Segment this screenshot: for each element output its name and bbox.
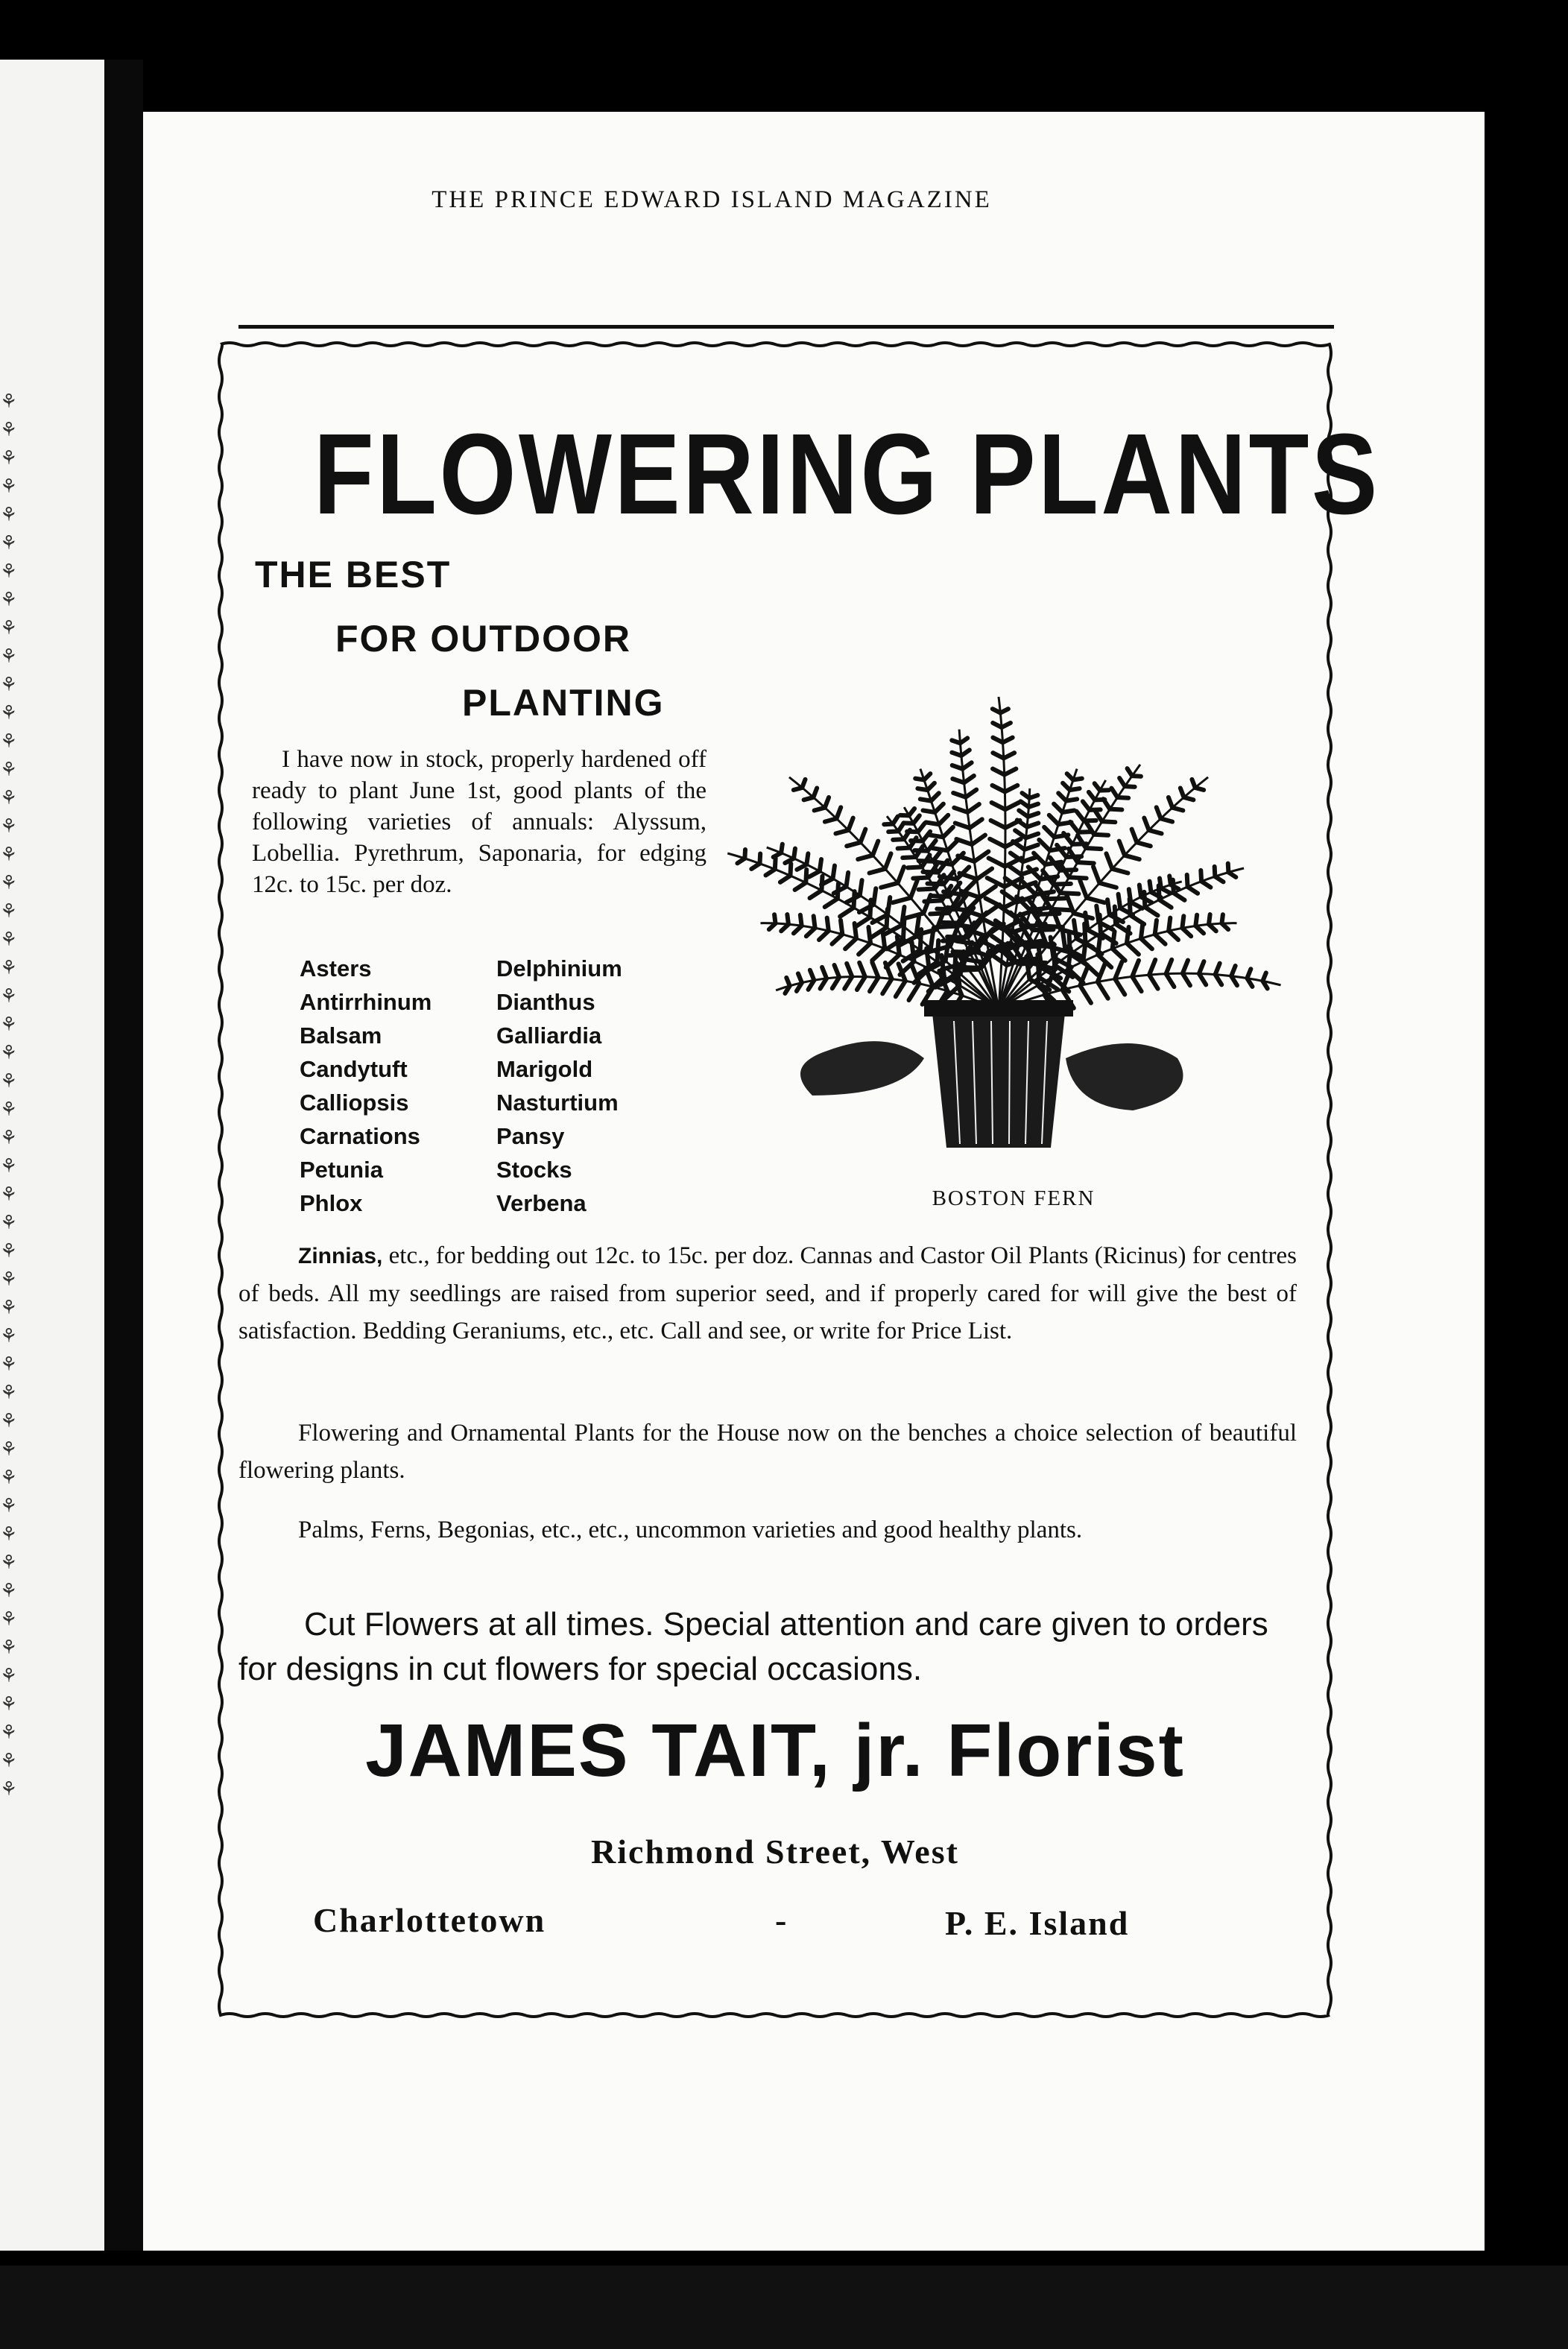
- fern-leaflet: [1149, 975, 1158, 989]
- fern-leaflet: [1115, 979, 1125, 995]
- book-gutter: [104, 60, 143, 2251]
- fern-leaflet: [1221, 914, 1222, 923]
- fern-leaflet: [1166, 974, 1175, 987]
- fern-leaflet: [832, 977, 839, 988]
- fern-leaflet: [956, 839, 972, 844]
- fern-leaflet: [781, 924, 788, 931]
- fern-leaflet: [993, 738, 1002, 743]
- fern-leaflet: [1049, 815, 1058, 824]
- fern-leaflet: [898, 848, 910, 849]
- fern-leaflet: [1080, 881, 1087, 898]
- fern-leaflet: [932, 896, 949, 897]
- fern-leaflet: [1173, 880, 1174, 894]
- fern-leaflet: [1262, 973, 1265, 981]
- fern-leaflet: [1228, 864, 1229, 873]
- fern-leaflet: [815, 808, 825, 811]
- fern-leaflet: [1199, 961, 1204, 973]
- fern-leaflet: [1125, 856, 1139, 859]
- fern-leaflet: [887, 909, 888, 928]
- variety-item: Phlox: [300, 1190, 363, 1216]
- fern-leaflet: [893, 839, 904, 840]
- variety-item: Galliardia: [496, 1022, 602, 1049]
- intro-paragraph: I have now in stock, properly hardened off ready to plant June 1st, good plants of the following varieties of annuals: Alyssum, Lobellia. Pyrethrum, Saponaria, for edging 12c. to 15c. per doz.: [252, 746, 706, 898]
- fern-leaflet: [1127, 943, 1139, 955]
- fern-leaflet: [898, 867, 904, 883]
- boston-fern-illustration: [715, 574, 1297, 1155]
- fern-leaflet: [1157, 807, 1161, 818]
- fern-leaflet: [881, 883, 897, 888]
- fern-leaflet: [958, 967, 981, 968]
- variety-item: Nasturtium: [496, 1090, 619, 1116]
- fern-leaflet: [858, 856, 873, 859]
- fern-leaflet: [1070, 822, 1078, 832]
- fern-leaflet: [958, 856, 974, 861]
- fern-leaflet: [1074, 913, 1093, 918]
- variety-item: Marigold: [496, 1056, 593, 1082]
- fern-leaflet: [882, 979, 891, 994]
- header-rule: [238, 325, 1334, 329]
- fern-leaflet: [970, 819, 982, 828]
- fern-leaflet: [896, 981, 905, 996]
- variety-item: Carnations: [300, 1123, 420, 1149]
- fern-leaflet: [1047, 898, 1066, 899]
- fern-leaflet: [854, 891, 855, 908]
- foliage-left: [800, 1041, 924, 1096]
- fern-leaflet: [1099, 883, 1116, 888]
- fern-leaflet: [872, 949, 885, 961]
- fern-leaflet: [1166, 960, 1172, 974]
- fern-leaflet: [1095, 783, 1100, 790]
- fern-leaflet: [930, 913, 949, 914]
- fern-leaflet: [929, 835, 943, 837]
- fern-leaflet: [923, 872, 938, 873]
- fern-leaflet: [1192, 780, 1195, 788]
- fern-leaflet: [780, 876, 791, 882]
- fern-leaflet: [902, 857, 916, 858]
- fern-leaflet: [860, 880, 862, 895]
- fern-leaflet: [1017, 820, 1027, 826]
- bedding-paragraph: [238, 1237, 1297, 1350]
- variety-item: Calliopsis: [300, 1090, 409, 1116]
- fern-leaflet: [1132, 829, 1137, 843]
- fern-leaflet: [1074, 920, 1076, 938]
- fern-leaflet: [1086, 848, 1101, 849]
- fern-leaflet: [956, 941, 978, 945]
- fern-leaflet: [926, 822, 938, 824]
- fern-leaflet: [885, 853, 891, 868]
- fern-leaflet: [1054, 884, 1071, 885]
- fern-leaflet: [1107, 900, 1110, 914]
- fern-leaflet: [991, 821, 1005, 828]
- variety-item: Asters: [300, 955, 372, 981]
- fern-leaflet: [1069, 877, 1086, 878]
- fern-leaflet: [1115, 962, 1122, 979]
- fern-leaflet: [974, 852, 988, 861]
- fern-leaflet: [952, 753, 961, 756]
- fern-leaflet: [1119, 841, 1125, 856]
- fern-leaflet: [835, 830, 848, 834]
- fern-leaflet: [1084, 924, 1085, 943]
- fern-leaflet: [1169, 797, 1172, 808]
- fern-leaflet: [1039, 840, 1049, 850]
- fern-leaflet: [819, 931, 829, 940]
- pot-rim: [924, 1000, 1073, 1017]
- fern-leaflet: [993, 769, 1005, 775]
- fern-leaflet: [1022, 793, 1029, 798]
- fern-leaflet: [794, 788, 802, 790]
- fern-leaflet: [1115, 907, 1116, 924]
- fern-leaflet: [870, 978, 879, 992]
- bedding-text: etc., for bedding out 12c. to 15c. per doz. Cannas and Castor Oil Plants (Ricinus) for centres of beds. All my seedlings are raised from superior seed, and if properly cared for will give the best of satisfaction. Bedding Geraniums, etc., etc. Call and see, or write for Price List.: [238, 1242, 1297, 1344]
- fern-leaflet: [1132, 961, 1139, 977]
- fern-leaflet: [859, 943, 870, 955]
- fern-leaflet: [765, 869, 774, 875]
- fern-leaflet: [913, 877, 928, 878]
- fern-leaflet: [1058, 793, 1066, 800]
- fern-leaflet: [1169, 876, 1171, 885]
- town-name: Charlottetown: [313, 1901, 546, 1939]
- fern-leaflet: [1145, 907, 1157, 915]
- fern-leaflet: [1119, 778, 1125, 786]
- fern-leaflet: [806, 928, 815, 936]
- fern-leaflet: [1098, 964, 1105, 981]
- fern-leaflet: [955, 952, 956, 975]
- fern-leaflet: [959, 873, 976, 879]
- fern-leaflet: [1132, 976, 1141, 991]
- fern-leaflet: [1159, 885, 1160, 900]
- variety-item: Verbena: [496, 1190, 587, 1216]
- fern-leaflet: [1187, 875, 1188, 887]
- fern-leaflet: [989, 858, 1005, 866]
- fern-leaflet: [1155, 920, 1157, 935]
- fern-leaflet: [920, 929, 921, 950]
- fern-leaflet: [1195, 915, 1197, 926]
- fern-leaflet: [1183, 961, 1188, 974]
- fern-leaflet: [825, 899, 838, 907]
- fern-leaflet: [1026, 957, 1029, 979]
- fern-leaflet: [1139, 885, 1141, 897]
- fern-leaflet: [1215, 964, 1220, 975]
- fern-leaflet: [1180, 788, 1184, 797]
- fern-leaflet: [1130, 899, 1131, 915]
- fern-leaflet: [870, 869, 885, 873]
- fern-leaflet: [794, 926, 802, 933]
- fern-leaflet: [952, 740, 960, 743]
- fern-leaflet: [825, 818, 837, 821]
- province-name: P. E. Island: [945, 1904, 1130, 1942]
- fern-leaflet: [923, 810, 935, 812]
- fern-leaflet: [845, 938, 856, 949]
- fern-leaflet: [1060, 893, 1079, 894]
- fern-leaflet: [917, 788, 927, 790]
- fern-leaflet: [980, 886, 996, 897]
- fern-leaflet: [795, 882, 806, 890]
- fern-leaflet: [919, 889, 935, 890]
- fern-leaflet: [990, 839, 1005, 847]
- fern-leaflet: [751, 864, 759, 869]
- fern-leaflet: [914, 850, 928, 851]
- fern-leaflet: [888, 831, 898, 832]
- fern-leaflet: [1015, 830, 1025, 838]
- fern-leaflet: [859, 963, 865, 977]
- fern-leaflet: [1063, 783, 1069, 790]
- fern-leaflet: [920, 799, 932, 800]
- fern-leaflet: [1144, 818, 1148, 830]
- fern-leaflet: [1054, 804, 1062, 812]
- fern-leaflet: [1128, 768, 1132, 776]
- fern-leaflet: [847, 842, 860, 846]
- fern-leaflet: [909, 984, 920, 1000]
- fern-leaflet: [947, 937, 968, 938]
- scan-edge: [0, 2266, 1568, 2349]
- fern-leaflet: [1231, 966, 1236, 976]
- fern-leaflet: [804, 797, 814, 800]
- subhead-outdoor: FOR OUTDOOR: [335, 618, 631, 660]
- fern-leaflet: [927, 884, 943, 885]
- fern-leaflet: [1033, 929, 1054, 930]
- variety-item: Balsam: [300, 1022, 382, 1049]
- fern-leaflet: [992, 785, 1005, 792]
- fern-leaflet: [840, 908, 853, 917]
- fern-leaflet: [1093, 867, 1099, 883]
- fern-leaflet: [1119, 894, 1121, 908]
- fern-leaflet: [1077, 812, 1084, 821]
- fern-leaflet: [1111, 788, 1117, 797]
- house-plants-paragraph: Flowering and Ornamental Plants for the House now on the benches a choice selection of beautiful flowering plants.: [238, 1420, 1297, 1484]
- fern-leaflet: [1080, 985, 1091, 1002]
- subhead-planting: PLANTING: [462, 682, 665, 724]
- fern-leaflet: [924, 900, 941, 901]
- variety-item: Pansy: [496, 1123, 565, 1149]
- fern-leaflet: [1067, 774, 1073, 780]
- flower-pot: [932, 1006, 1066, 1148]
- fern-leaflet: [923, 895, 930, 913]
- advertisement: [238, 350, 1380, 2005]
- fern-leaflet: [952, 779, 964, 783]
- fern-leaflet: [884, 824, 893, 825]
- variety-item: Candytuft: [300, 1056, 408, 1082]
- cut-flowers-notice: Cut Flowers at all times. Special attention and care given to orders for designs in cut flowers for special occasions.: [238, 1606, 1268, 1687]
- fern-leaflet: [1131, 915, 1144, 924]
- ornament-border: ⚘ ⚘ ⚘ ⚘ ⚘ ⚘ ⚘ ⚘ ⚘ ⚘ ⚘ ⚘ ⚘ ⚘ ⚘ ⚘ ⚘ ⚘ ⚘ ⚘ ⚘ ⚘ ⚘ ⚘ ⚘ ⚘ ⚘ ⚘ ⚘ ⚘ ⚘ ⚘ ⚘ ⚘ ⚘ ⚘ ⚘ ⚘ ⚘ ⚘ ⚘ ⚘ ⚘ ⚘ ⚘ ⚘ ⚘ ⚘ ⚘ ⚘: [0, 391, 18, 1800]
- address-dash: -: [775, 1901, 787, 1939]
- foliage-right: [1066, 1043, 1183, 1110]
- fern-leaflet: [1182, 916, 1183, 928]
- fern-leaflet: [992, 803, 1005, 809]
- fern-leaflet: [857, 977, 865, 990]
- fern-leaflet: [938, 940, 939, 962]
- fern-leaflet: [1066, 856, 1081, 857]
- fern-leaflet: [737, 859, 745, 863]
- fern-leaflet: [810, 891, 822, 898]
- fern-leaflet: [844, 977, 852, 989]
- fern-leaflet: [1013, 841, 1025, 850]
- fern-leaflet: [1209, 914, 1210, 924]
- fern-leaflet: [1078, 862, 1094, 863]
- fern-leaflet: [903, 919, 904, 938]
- fern-leaflet: [993, 753, 1003, 758]
- fern-leaflet: [1089, 792, 1095, 800]
- florist-name: JAMES TAIT, jr. Florist: [365, 1709, 1185, 1792]
- fern-leaflet: [1019, 810, 1028, 816]
- fern-leaflet: [954, 808, 967, 812]
- fern-leaflet: [1054, 943, 1055, 965]
- fern-leaflet: [832, 935, 842, 944]
- fern-leaflet: [915, 779, 924, 780]
- fern-leaflet: [1037, 955, 1039, 977]
- fern-leaflet: [1098, 982, 1108, 999]
- fern-leaflet: [1144, 892, 1145, 907]
- fern-leaflet: [937, 909, 955, 910]
- fern-leaflet: [949, 955, 971, 956]
- fern-leaflet: [1021, 801, 1029, 807]
- ad-headline: FLOWERING PLANTS: [313, 410, 1380, 538]
- fern-leaflet: [1149, 960, 1155, 975]
- subhead-best: THE BEST: [255, 554, 452, 595]
- fern-leaflet: [809, 871, 820, 877]
- palms-paragraph: Palms, Ferns, Begonias, etc., etc., uncommon varieties and good healthy plants.: [298, 1517, 1083, 1543]
- fern-leaflet: [1106, 853, 1112, 868]
- fern-leaflet: [1005, 803, 1019, 809]
- fern-leaflet: [893, 898, 911, 902]
- fern-leaflet: [1083, 801, 1090, 810]
- facing-page: [0, 60, 104, 2251]
- zinnias-lead: Zinnias,: [298, 1244, 383, 1268]
- fern-leaflet: [1008, 865, 1021, 875]
- fern-leaflet: [1150, 882, 1151, 893]
- fern-leaflet: [955, 823, 970, 828]
- street-address: Richmond Street, West: [591, 1833, 959, 1871]
- fern-leaflet: [872, 962, 878, 977]
- fern-leaflet: [952, 765, 963, 769]
- fern-leaflet: [953, 793, 966, 797]
- fern-leaflet: [972, 835, 985, 845]
- variety-item: Stocks: [496, 1157, 572, 1183]
- variety-item: Antirrhinum: [300, 989, 432, 1015]
- fern-leaflet: [1087, 898, 1104, 902]
- running-head: THE PRINCE EDWARD ISLAND MAGAZINE: [431, 186, 992, 213]
- fern-leaflet: [873, 841, 878, 856]
- variety-item: Petunia: [300, 1157, 383, 1183]
- fern-leaflet: [1044, 827, 1054, 837]
- variety-item: Dianthus: [496, 989, 595, 1015]
- fern-leaflet: [1169, 918, 1170, 931]
- fern-leaflet: [1247, 969, 1251, 978]
- fern-leaflet: [1062, 929, 1065, 948]
- fern-leaflet: [1141, 938, 1152, 949]
- fern-leaflet: [1113, 949, 1125, 961]
- varieties-list: [300, 952, 717, 1219]
- fern-leaflet: [1100, 915, 1101, 934]
- fern-leaflet: [873, 888, 876, 905]
- fern-leaflet: [868, 927, 870, 943]
- fern-leaflet: [1112, 869, 1128, 873]
- fern-caption: BOSTON FERN: [932, 1186, 1096, 1210]
- variety-item: Delphinium: [496, 955, 622, 981]
- fern-leaflet: [911, 881, 917, 898]
